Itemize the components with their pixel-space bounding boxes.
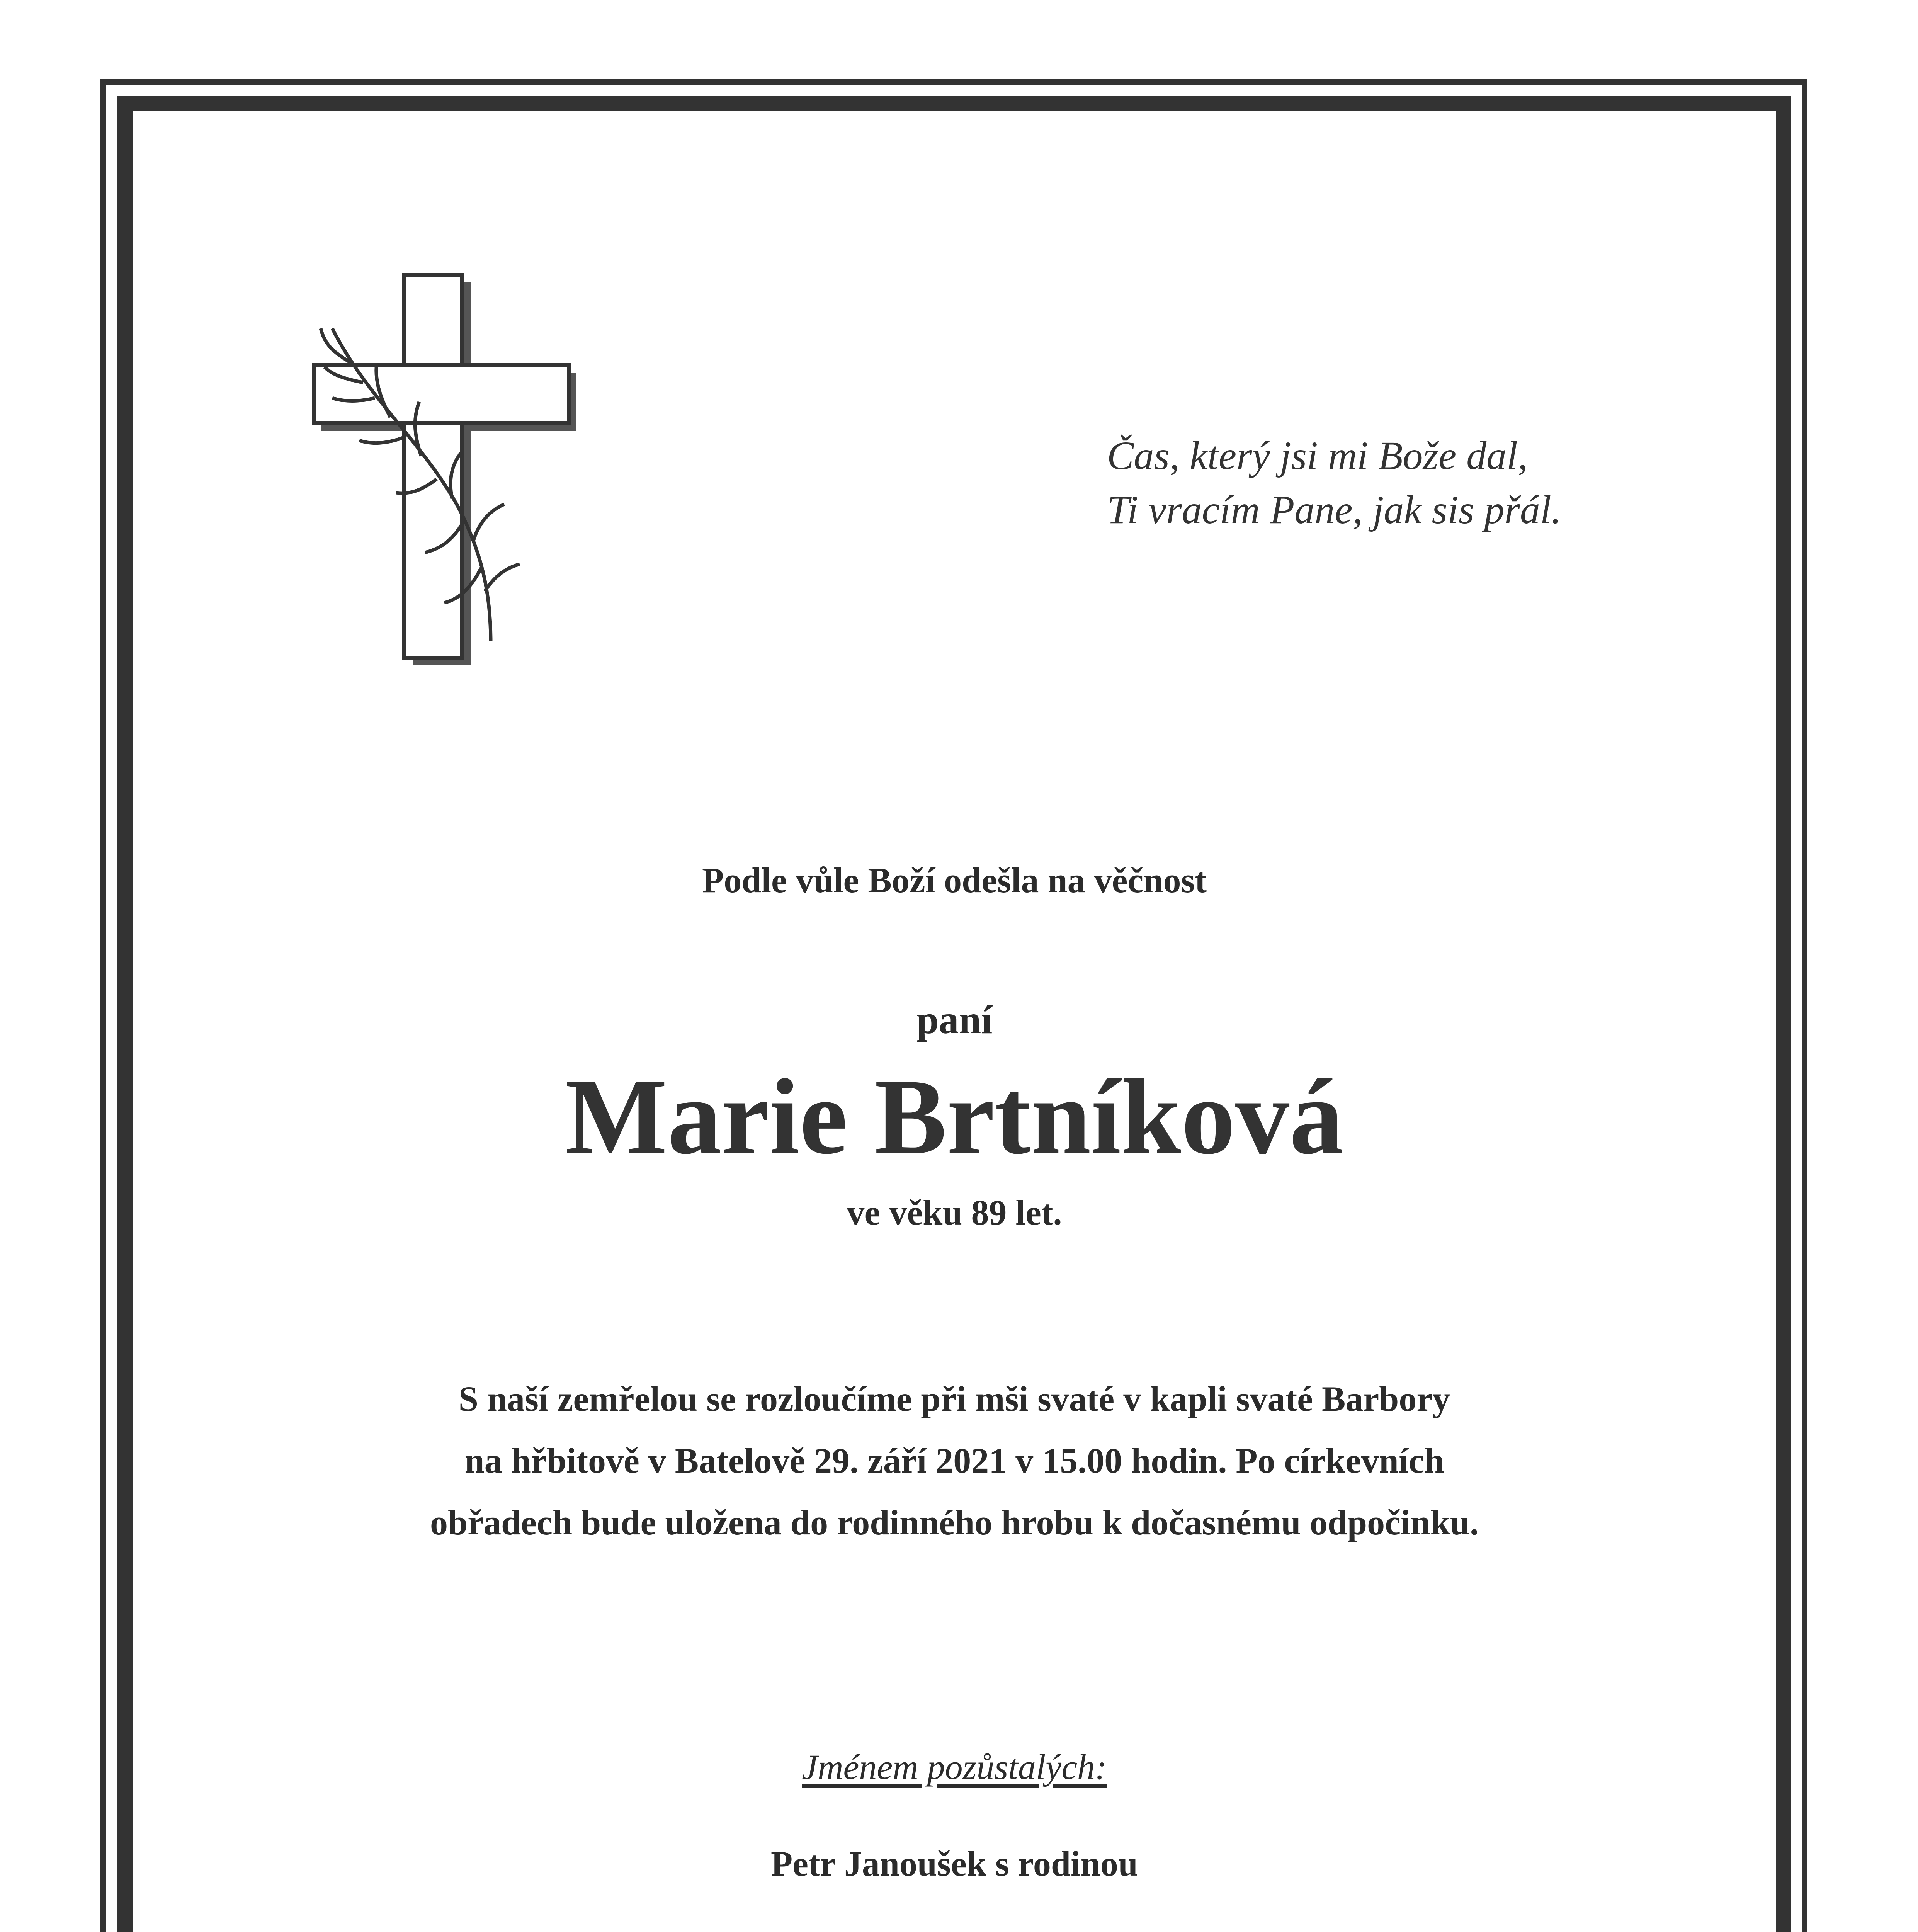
verse-line-2: Ti vracím Pane, jak sis přál. <box>1107 488 1561 532</box>
deceased-age: ve věku 89 let. <box>847 1193 1062 1232</box>
intro-text: Podle vůle Boží odešla na věčnost <box>702 861 1207 900</box>
verse-line-1: Čas, který jsi mi Bože dal, <box>1107 434 1528 478</box>
ceremony-line-1: S naší zemřelou se rozloučíme při mši svaté v kapli svaté Barbory <box>458 1379 1450 1418</box>
mourners-label <box>117 1747 1791 1787</box>
ceremony-text <box>117 1368 1791 1553</box>
ceremony-line-2: na hřbitově v Batelově 29. září 2021 v 15.00 hodin. Po církevních <box>464 1441 1444 1480</box>
mourner-family-1: Petr Janoušek s rodinou <box>770 1844 1138 1883</box>
mourners-label-text: Jménem pozůstalých: <box>802 1747 1107 1787</box>
verse <box>1107 429 1561 537</box>
title-word: paní <box>916 998 993 1042</box>
deceased-name: Marie Brtníková <box>565 1056 1344 1177</box>
ceremony-line-3: obřadech bude uložena do rodinného hrobu k dočasnému odpočinku. <box>430 1503 1479 1542</box>
cross-icon <box>309 270 587 668</box>
